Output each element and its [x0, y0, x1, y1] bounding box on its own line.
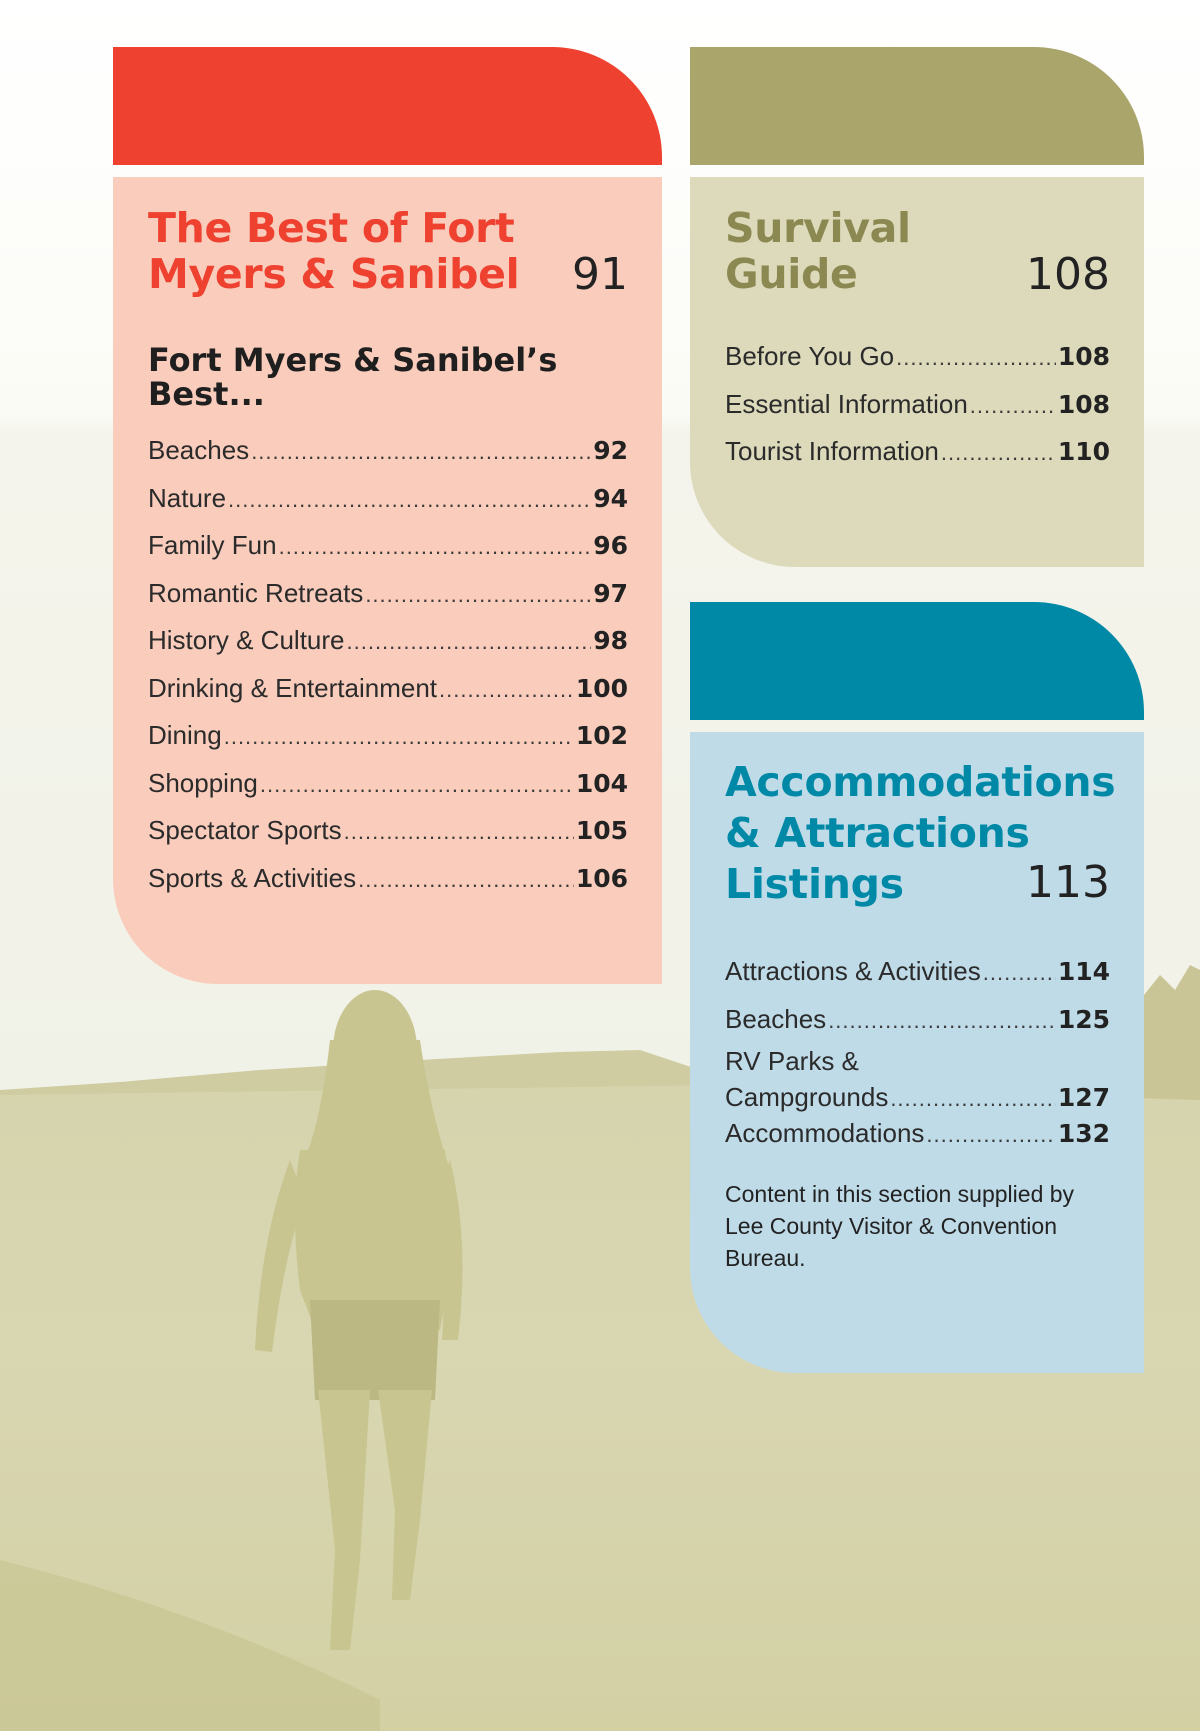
leader-dots: [926, 1117, 1055, 1153]
leader-dots: [970, 382, 1056, 430]
toc-item-page: 108: [1057, 389, 1110, 419]
toc-item-family-fun[interactable]: [148, 522, 628, 570]
toc-item-page: 110: [1057, 437, 1110, 466]
best-section-title[interactable]: [148, 205, 628, 297]
toc-item-before-you-go[interactable]: [725, 333, 1110, 381]
toc-item-label: Drinking & Entertainment: [148, 672, 438, 703]
leader-dots: [439, 666, 574, 714]
best-section-panel: [113, 177, 662, 984]
toc-item-page: 102: [575, 721, 628, 750]
leader-dots: [279, 523, 592, 571]
toc-item-dining[interactable]: [148, 712, 628, 760]
leader-dots: [251, 428, 591, 476]
toc-item-page: 104: [575, 768, 628, 798]
toc-item-label: Essential Information: [725, 388, 968, 419]
best-toc-list: [148, 427, 628, 902]
toc-item-label: Spectator Sports: [148, 815, 342, 845]
toc-item-romantic-retreats[interactable]: [148, 570, 628, 618]
listings-title-line-1: Accommodations: [725, 758, 1116, 806]
leader-dots: [828, 997, 1056, 1045]
toc-item-page: 100: [575, 673, 628, 703]
toc-item-page: 106: [575, 863, 628, 893]
toc-item-drinking-entertainment[interactable]: [148, 665, 628, 713]
best-subheading-line-1: Fort Myers & Sanibel’s: [148, 341, 558, 379]
toc-item-essential-information[interactable]: [725, 381, 1110, 429]
survival-section-header-band: [690, 47, 1144, 165]
listings-section-panel: [690, 732, 1144, 1373]
toc-item-spectator-sports[interactable]: [148, 807, 628, 855]
toc-item-label: Nature: [148, 482, 227, 513]
toc-item-rv-parks-campgrounds[interactable]: [725, 1079, 1110, 1115]
listings-title-line-3: Listings: [725, 860, 904, 908]
listings-toc-list: [725, 948, 1110, 1151]
toc-item-page: 94: [593, 483, 628, 513]
toc-item-label: Romantic Retreats: [148, 577, 364, 608]
best-title-line-2: Myers & Sanibel: [148, 250, 520, 298]
best-title-line-1: The Best of Fort: [148, 204, 515, 252]
leader-dots: [344, 808, 574, 856]
toc-item-label: Beaches: [148, 435, 250, 465]
toc-item-accommodations[interactable]: [725, 1115, 1110, 1151]
survival-section-page[interactable]: 108: [1026, 249, 1110, 300]
listings-section-page[interactable]: 113: [1026, 857, 1110, 908]
toc-item-label: Dining: [148, 720, 222, 750]
leader-dots: [983, 949, 1056, 997]
toc-item-label: Family Fun: [148, 530, 277, 560]
toc-item-page: 98: [593, 626, 628, 655]
toc-item-label: Beaches: [725, 1003, 827, 1034]
leader-dots: [896, 334, 1056, 382]
leader-dots: [224, 713, 574, 761]
toc-item-label: RV Parks &: [725, 1046, 859, 1076]
toc-item-page: 132: [1057, 1119, 1110, 1148]
toc-item-page: 125: [1057, 1004, 1110, 1034]
toc-item-shopping[interactable]: [148, 760, 628, 808]
toc-item-beaches[interactable]: [725, 996, 1110, 1044]
toc-item-label: History & Culture: [148, 625, 345, 655]
toc-item-sports-activities[interactable]: [148, 855, 628, 903]
toc-item-tourist-information[interactable]: [725, 428, 1110, 476]
leader-dots: [260, 761, 574, 809]
best-section-header-band: [113, 47, 662, 165]
toc-item-page: 92: [593, 436, 628, 465]
survival-toc-list: [725, 333, 1110, 476]
survival-title-line-1: Survival: [725, 204, 911, 252]
leader-dots: [358, 856, 574, 904]
best-subheading-line-2: Best...: [148, 375, 265, 413]
leader-dots: [347, 618, 592, 666]
survival-section-panel: [690, 177, 1144, 567]
best-subheading: [148, 343, 628, 411]
toc-item-page: 96: [593, 531, 628, 560]
listings-supplier-note: Content in this section supplied by Lee County Visitor & Convention Bureau.: [725, 1181, 1075, 1271]
toc-item-page: 114: [1057, 957, 1110, 986]
leader-dots: [890, 1081, 1056, 1117]
toc-item-attractions-activities[interactable]: [725, 948, 1110, 996]
best-section-page[interactable]: 91: [572, 249, 628, 300]
toc-item-label: Campgrounds: [725, 1082, 889, 1112]
toc-item-page: 97: [593, 578, 628, 608]
toc-item-label: Accommodations: [725, 1118, 925, 1148]
survival-title-line-2: Guide: [725, 250, 858, 298]
toc-item-beaches[interactable]: [148, 427, 628, 475]
toc-item-label: Tourist Information: [725, 436, 939, 466]
listings-section-header-band: [690, 602, 1144, 720]
toc-item-history-culture[interactable]: [148, 617, 628, 665]
toc-item-rv-parks-line-1[interactable]: [725, 1043, 1110, 1079]
toc-item-label: Shopping: [148, 767, 258, 798]
toc-item-nature[interactable]: [148, 475, 628, 523]
toc-item-page: 105: [575, 816, 628, 845]
toc-item-page: 108: [1057, 342, 1110, 371]
leader-dots: [941, 429, 1056, 477]
listings-title-line-2: & Attractions: [725, 809, 1030, 857]
leader-dots: [228, 476, 591, 524]
toc-item-page: 127: [1057, 1083, 1110, 1112]
toc-item-label: Sports & Activities: [148, 862, 357, 893]
toc-item-label: Attractions & Activities: [725, 956, 981, 986]
leader-dots: [365, 571, 591, 619]
toc-item-label: Before You Go: [725, 341, 895, 371]
